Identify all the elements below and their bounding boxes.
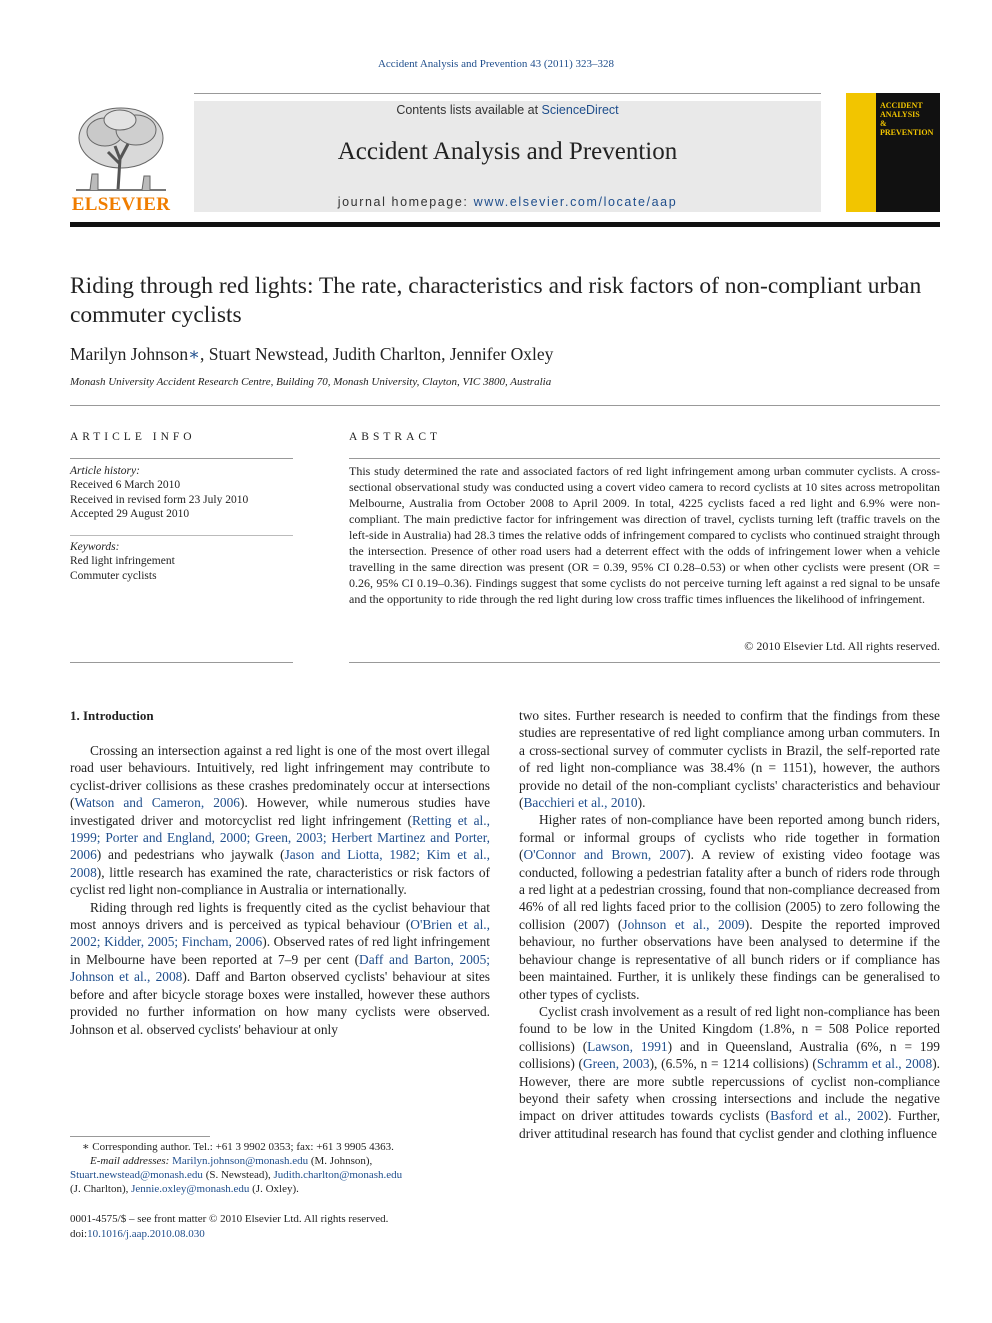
journal-cover-thumbnail[interactable] xyxy=(846,93,940,212)
author-list xyxy=(70,344,553,365)
corresponding-author-mark[interactable]: ∗ xyxy=(188,344,201,364)
revised-date: Received in revised form 23 July 2010 xyxy=(70,493,249,506)
email-link[interactable]: Jennie.oxley@monash.edu xyxy=(131,1183,250,1195)
citation-link[interactable]: Watson and Cameron, 2006 xyxy=(74,795,241,811)
received-date: Received 6 March 2010 xyxy=(70,479,181,491)
paragraph: two sites. Further research is needed to confirm that the findings from these studies are representative of red light compliance among urban commuters. In a cross-sectional survey of commuter cyclists in Brazil, the self-reported rate of red light non-compliance was 38.4% (n = 1151), however, the authors provide no detail of the non-compliant cyclists' characteristics and behaviour (Bacchieri et al., 2010). xyxy=(519,708,940,811)
email-link[interactable]: Judith.charlton@monash.edu xyxy=(273,1169,403,1181)
divider xyxy=(349,458,940,459)
contents-availability xyxy=(194,103,821,117)
elsevier-tree-icon xyxy=(70,104,172,192)
divider xyxy=(70,662,293,663)
citation-link[interactable]: Retting et al., 1999; Porter and England, 2000; Green, 2003; Herbert Martinez and Porter, 2006 xyxy=(70,812,490,863)
body-column-right xyxy=(519,707,940,1142)
article-info-heading: ARTICLE INFO xyxy=(70,431,196,443)
divider xyxy=(349,662,940,663)
paragraph: Riding through red lights is frequently cited as the cyclist behaviour that most annoys drivers and is perceived as typical behaviour (O'Brien et al., 2002; Kidder, 2005; Fincham, 2006). Observed rates of red light infringement in Melbourne have been reported at 7–9 per cent (Daff and Barton, 2005; Johnson et al., 2008). Daff and Barton observed cyclists' behaviour at sites before and after bicycle storage boxes were installed, however these authors provided no further information on how many cyclists were observed. Johnson et al. observed cyclists' behaviour at only xyxy=(70,899,490,1037)
footnote-rule xyxy=(70,1136,210,1137)
citation-link[interactable]: Green, 2003 xyxy=(583,1056,650,1072)
corresponding-author-note: ∗ Corresponding author. Tel.: +61 3 9902 0353; fax: +61 3 9905 4363. xyxy=(82,1141,394,1153)
homepage-link[interactable]: www.elsevier.com/locate/aap xyxy=(473,195,678,209)
article-history xyxy=(70,478,248,522)
email-link[interactable]: Stuart.newstead@monash.edu xyxy=(70,1169,203,1181)
copyright-notice: © 2010 Elsevier Ltd. All rights reserved. xyxy=(744,639,940,653)
elsevier-wordmark: ELSEVIER xyxy=(71,194,171,215)
contents-prefix: Contents lists available at xyxy=(396,103,542,117)
abstract-heading: ABSTRACT xyxy=(349,431,442,443)
issn-line: 0001-4575/$ – see front matter © 2010 Elsevier Ltd. All rights reserved. xyxy=(70,1213,389,1225)
cover-strip xyxy=(846,93,876,212)
citation-link[interactable]: O'Brien et al., 2002; Kidder, 2005; Fincham, 2006 xyxy=(70,917,490,950)
journal-title: Accident Analysis and Prevention xyxy=(337,138,678,165)
keyword: Red light infringement xyxy=(70,555,175,567)
keyword-list xyxy=(70,554,175,583)
email-addresses-cont: Stuart.newstead@monash.edu (S. Newstead), Judith.charlton@monash.edu xyxy=(70,1169,403,1181)
author-affiliation: Monash University Accident Research Centre, Building 70, Monash University, Clayton, VIC 3800, Australia xyxy=(70,376,552,388)
front-matter-notice xyxy=(70,1212,388,1241)
divider xyxy=(70,535,293,536)
divider xyxy=(70,405,940,406)
elsevier-logo[interactable] xyxy=(70,104,172,216)
article-title: Riding through red lights: The rate, characteristics and risk factors of non-compliant urban commuter cyclists xyxy=(70,273,922,328)
citation-link[interactable]: Jason and Liotta, 1982; Kim et al., 2008 xyxy=(70,847,490,880)
paragraph: Crossing an intersection against a red light is one of the most overt illegal road user behaviours. Intuitively, red light infringement may contribute to cyclist-driver collisions as these crashes predominately occur at intersections (Watson and Cameron, 2006). However, while numerous studies have investigated driver and motorcyclist red light infringement (Retting et al., 1999; Porter and England, 2000; Green, 2003; Herbert Martinez and Porter, 2006) and pedestrians who jaywalk (Jason and Liotta, 1982; Kim et al., 2008), little research has examined the rate, characteristics or risk factors of cyclist red light non-compliance in Australia or internationally. xyxy=(70,743,491,898)
abstract-text: This study determined the rate and associated factors of red light infringement among urban commuter cyclists. A cross-sectional observational study was conducted using a covert video camera to record cyclists at 10 sites across metropolitan Melbourne, Australia from October 2008 to April 2009. In total, 4225 cyclists faced a red light and 6.9% were non-compliant. The main predictive factor for infringement was direction of travel, cyclists turning left (traffic travels on the left-side in Australia) had 28.3 times the relative odds of infringement compared to cyclists who continued straight through the intersection. Presence of other road users had a deterrent effect with the odds of infringement lower when a vehicle travelling in the same direction was present (OR = 0.39, 95% CI 0.28–0.53) or when other cyclists were present (OR = 0.26, 95% CI 0.19–0.36). Findings suggest that some cyclists do not perceive turning left against a red signal to be unsafe and the opportunity to ride through the red light during low cross traffic times influences the likelihood of infringement. xyxy=(349,464,940,606)
doi-link[interactable]: 10.1016/j.aap.2010.08.030 xyxy=(87,1227,205,1240)
header-rule xyxy=(194,93,821,94)
footnotes xyxy=(70,1140,490,1196)
author-names-rest: , Stuart Newstead, Judith Charlton, Jennifer Oxley xyxy=(200,344,554,364)
keywords-label: Keywords: xyxy=(70,541,120,553)
paragraph: Higher rates of non-compliance have been reported among bunch riders, formal or informal groups of cyclists who ride together in formation (O'Connor and Brown, 2007). A review of existing video footage was conducted, following a pedestrian fatality after a bunch of riders rode through a red light at a pedestrian crossing, found that non-compliance decreased from 46% of all red lights faced prior to the collision (2005) to zero following the collision (2007) (Johnson et al., 2009). Despite the reported improved behaviour, no further observations have been analysed to determine if the behaviour change is representative of all bunch riders or if compliance has been maintained. Further, it is unlikely these findings can be generalised to other types of cyclists. xyxy=(519,812,940,1002)
citation-link[interactable]: Johnson et al., 2009 xyxy=(622,916,745,932)
keyword: Commuter cyclists xyxy=(70,569,157,582)
homepage-prefix: journal homepage: xyxy=(337,195,474,209)
sciencedirect-link[interactable]: ScienceDirect xyxy=(541,103,619,117)
email-link[interactable]: Marilyn.johnson@monash.edu xyxy=(172,1155,309,1167)
article-history-label: Article history: xyxy=(70,465,140,477)
paragraph: Cyclist crash involvement as a result of red light non-compliance has been found to be low in the United Kingdom (1.8%, n = 508 Police reported collisions) (Lawson, 1991) and in Queensland, Australia (6%, n = 199 collisions) (Green, 2003), (6.5%, n = 1214 collisions) (Schramm et al., 2008). However, there are more subtle repercussions of cyclist non-compliance beyond their safety when crossing intersections and include the negative impact on driver attitudes towards cyclists (Basford et al., 2002). Further, driver attitudinal research has found that cyclist gender and clothing influence xyxy=(519,1003,940,1141)
author-name: Marilyn Johnson xyxy=(70,344,189,364)
divider xyxy=(70,458,293,459)
citation-link[interactable]: Lawson, 1991 xyxy=(587,1038,668,1054)
body-column-left xyxy=(70,742,490,1038)
journal-citation[interactable]: Accident Analysis and Prevention 43 (2011) 323–328 xyxy=(377,58,615,70)
doi-line: doi:10.1016/j.aap.2010.08.030 xyxy=(70,1227,205,1240)
citation-link[interactable]: Bacchieri et al., 2010 xyxy=(523,795,638,811)
citation-link[interactable]: O'Connor and Brown, 2007 xyxy=(523,847,687,863)
citation-link[interactable]: Daff and Barton, 2005; Johnson et al., 2008 xyxy=(70,951,490,985)
accepted-date: Accepted 29 August 2010 xyxy=(70,508,190,520)
header-thick-rule xyxy=(70,222,940,227)
citation-link[interactable]: Schramm et al., 2008 xyxy=(816,1056,933,1072)
email-addresses-cont: (J. Charlton), Jennie.oxley@monash.edu (J. Oxley). xyxy=(70,1183,299,1195)
cover-title: ACCIDENT ANALYSIS & PREVENTION xyxy=(880,101,934,137)
section-heading-introduction: 1. Introduction xyxy=(70,708,154,723)
citation-link[interactable]: Basford et al., 2002 xyxy=(770,1108,884,1124)
journal-homepage xyxy=(194,195,821,209)
email-addresses: E-mail addresses: Marilyn.johnson@monash.edu (M. Johnson), xyxy=(90,1155,373,1167)
